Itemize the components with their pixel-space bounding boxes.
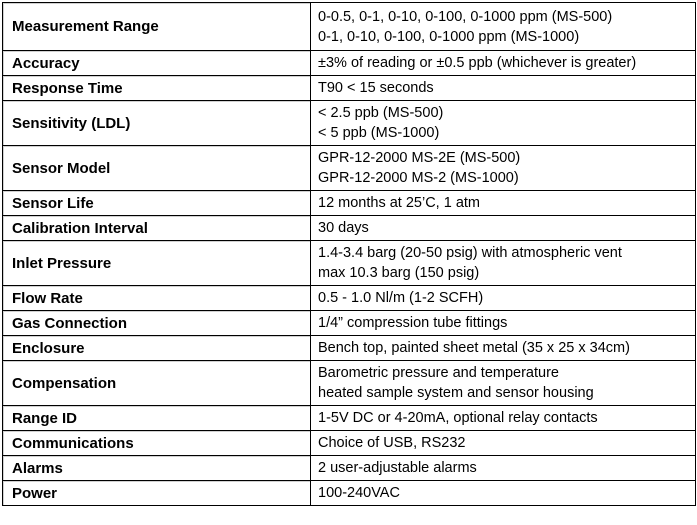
spec-value <box>311 146 696 191</box>
spec-value <box>311 216 696 241</box>
spec-row-sensitivity <box>3 101 696 146</box>
spec-value <box>311 101 696 146</box>
spec-value-line: T90 < 15 seconds <box>318 80 434 96</box>
spec-value-line: max 10.3 barg (150 psig) <box>318 265 480 281</box>
spec-row-accuracy <box>3 51 696 76</box>
spec-value <box>311 76 696 101</box>
spec-value <box>311 51 696 76</box>
spec-label: Accuracy <box>3 51 311 76</box>
spec-row-range-id <box>3 406 696 431</box>
spec-value-line: 1/4” compression tube fittings <box>318 315 508 331</box>
spec-value-line: < 5 ppb (MS-1000) <box>318 125 440 141</box>
spec-value-line: Choice of USB, RS232 <box>318 435 466 451</box>
spec-label: Sensor Life <box>3 191 311 216</box>
spec-value-line: 0.5 - 1.0 Nl/m (1-2 SCFH) <box>318 290 484 306</box>
spec-value-line: 1-5V DC or 4-20mA, optional relay contacts <box>318 410 598 426</box>
spec-value-line: 0-0.5, 0-1, 0-10, 0-100, 0-1000 ppm (MS-500) <box>318 8 613 25</box>
spec-label: Sensitivity (LDL) <box>3 101 311 146</box>
spec-row-measurement-range <box>3 3 696 51</box>
spec-value-line: Bench top, painted sheet metal (35 x 25 x 34cm) <box>318 340 630 356</box>
spec-value-line: 0-1, 0-10, 0-100, 0-1000 ppm (MS-1000) <box>318 28 580 45</box>
spec-value-line: 2 user-adjustable alarms <box>318 460 477 476</box>
spec-value <box>311 431 696 456</box>
spec-value <box>311 191 696 216</box>
spec-value <box>311 286 696 311</box>
spec-label: Flow Rate <box>3 286 311 311</box>
spec-label: Sensor Model <box>3 146 311 191</box>
spec-row-sensor-model <box>3 146 696 191</box>
spec-label: Alarms <box>3 456 311 481</box>
spec-row-compensation <box>3 361 696 406</box>
spec-label: Enclosure <box>3 336 311 361</box>
spec-value-line: 1.4-3.4 barg (20-50 psig) with atmospheric vent <box>318 245 622 261</box>
spec-value-line: heated sample system and sensor housing <box>318 385 594 401</box>
spec-label: Gas Connection <box>3 311 311 336</box>
spec-value-line: GPR-12-2000 MS-2E (MS-500) <box>318 150 521 166</box>
spec-value-line: Barometric pressure and temperature <box>318 365 559 381</box>
spec-value <box>311 481 696 506</box>
spec-value <box>311 361 696 406</box>
spec-value <box>311 336 696 361</box>
spec-value-line: 100-240VAC <box>318 485 400 501</box>
spec-value <box>311 311 696 336</box>
spec-label: Power <box>3 481 311 506</box>
spec-row-alarms <box>3 456 696 481</box>
spec-row-communications <box>3 431 696 456</box>
spec-row-power <box>3 481 696 506</box>
spec-value <box>311 241 696 286</box>
spec-value <box>311 456 696 481</box>
spec-value <box>311 3 696 51</box>
spec-row-flow-rate <box>3 286 696 311</box>
spec-row-response-time <box>3 76 696 101</box>
specifications-table <box>2 2 696 506</box>
spec-row-gas-connection <box>3 311 696 336</box>
spec-label: Calibration Interval <box>3 216 311 241</box>
spec-label: Inlet Pressure <box>3 241 311 286</box>
spec-value-line: < 2.5 ppb (MS-500) <box>318 105 444 121</box>
spec-label: Response Time <box>3 76 311 101</box>
spec-row-sensor-life <box>3 191 696 216</box>
spec-value-line: 30 days <box>318 220 369 236</box>
spec-label: Measurement Range <box>3 3 311 51</box>
spec-label: Range ID <box>3 406 311 431</box>
spec-value-line: 12 months at 25’C, 1 atm <box>318 195 480 211</box>
spec-label: Communications <box>3 431 311 456</box>
spec-row-calibration-interval <box>3 216 696 241</box>
spec-row-enclosure <box>3 336 696 361</box>
spec-value <box>311 406 696 431</box>
spec-row-inlet-pressure <box>3 241 696 286</box>
spec-label: Compensation <box>3 361 311 406</box>
spec-value-line: GPR-12-2000 MS-2 (MS-1000) <box>318 170 519 186</box>
spec-value-line: ±3% of reading or ±0.5 ppb (whichever is greater) <box>318 55 637 71</box>
